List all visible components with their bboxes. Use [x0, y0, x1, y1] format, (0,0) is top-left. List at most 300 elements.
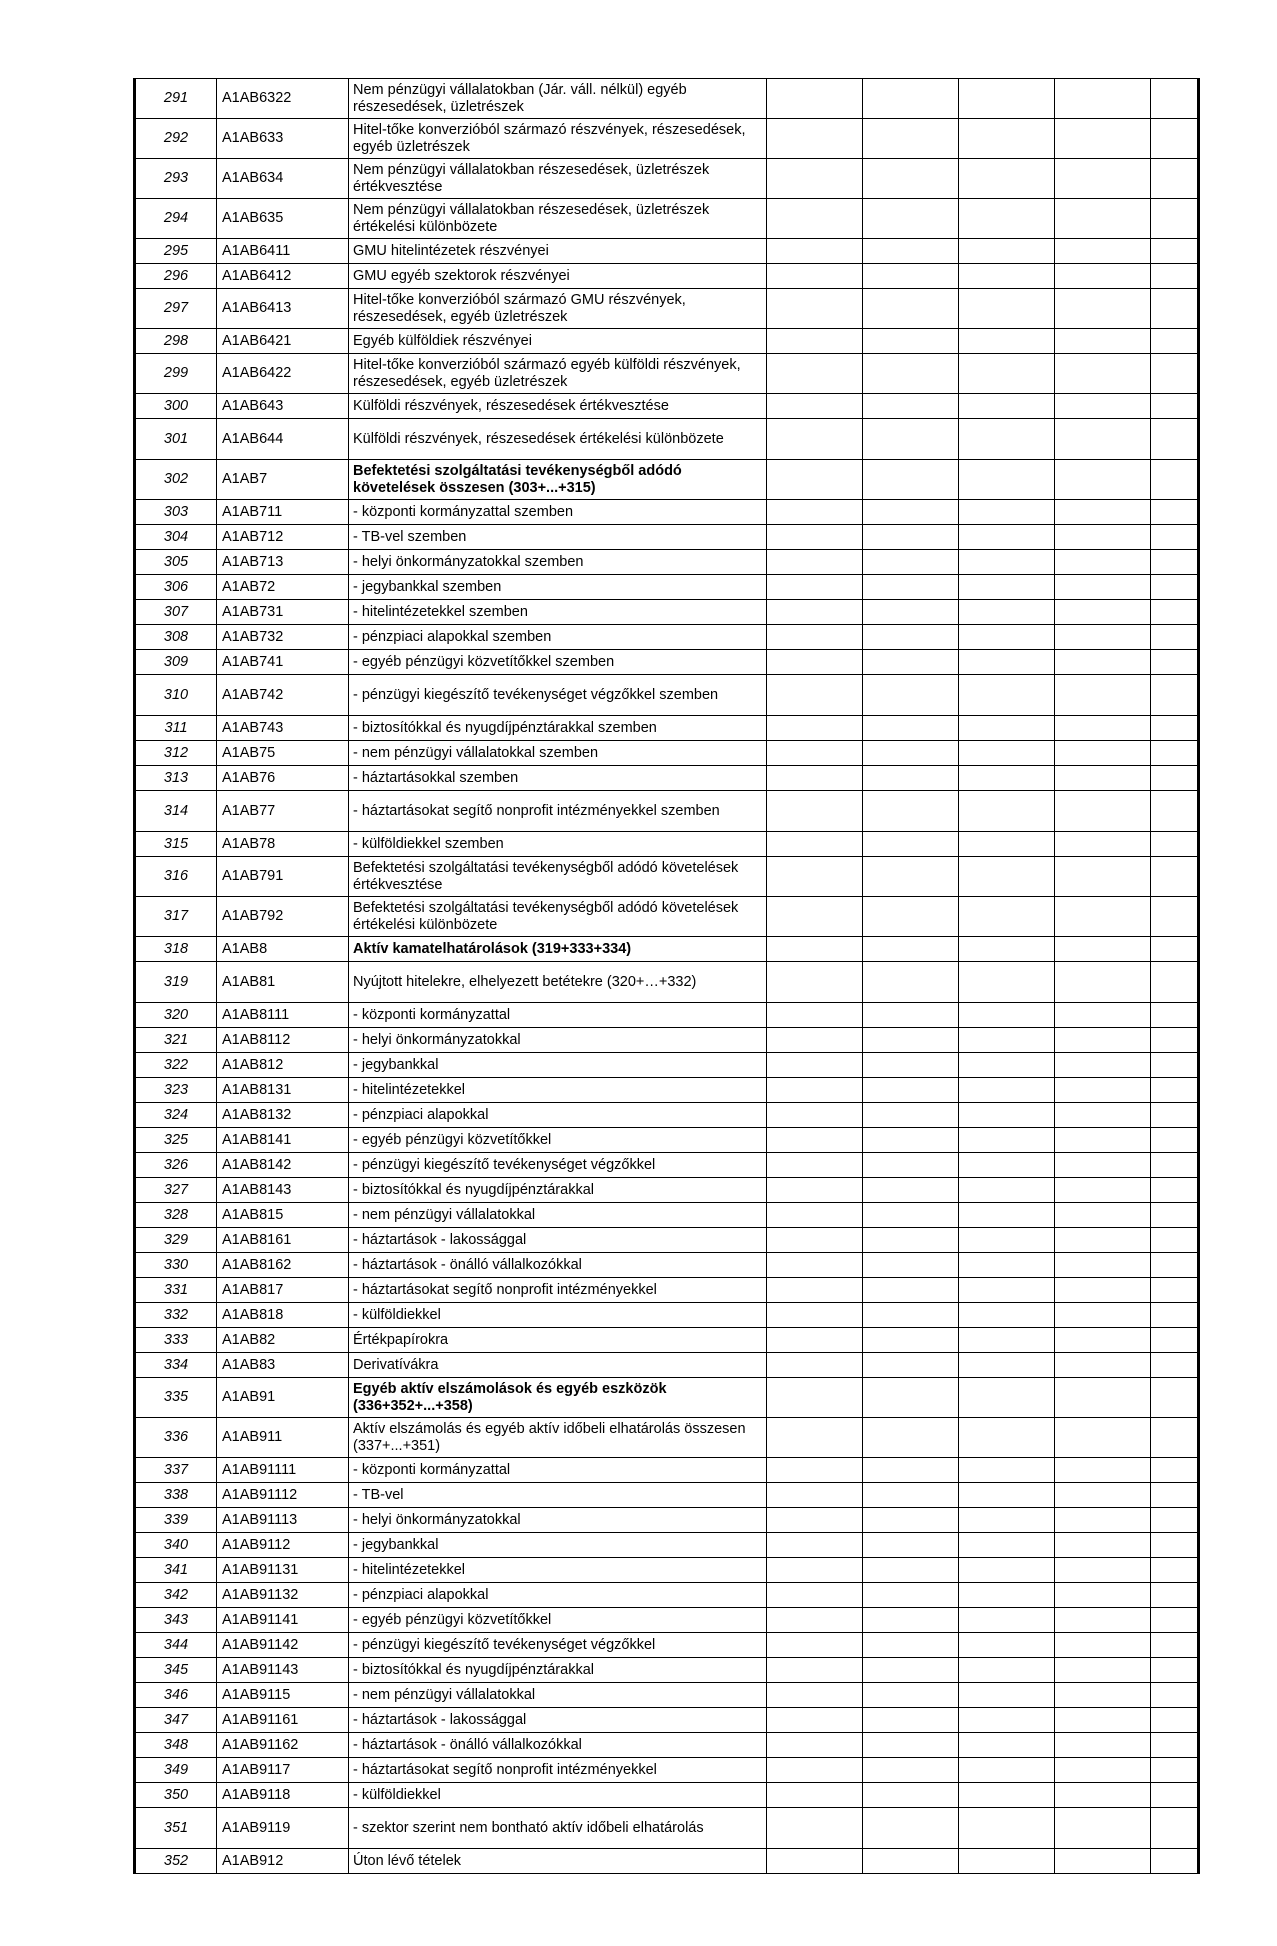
value-cell[interactable] [863, 1458, 959, 1483]
value-cell[interactable] [1151, 1583, 1199, 1608]
value-cell[interactable] [767, 394, 863, 419]
value-cell[interactable] [767, 832, 863, 857]
value-cell[interactable] [959, 1583, 1055, 1608]
value-cell[interactable] [863, 575, 959, 600]
value-cell[interactable] [1151, 1849, 1199, 1874]
value-cell[interactable] [863, 1378, 959, 1418]
value-cell[interactable] [1055, 1683, 1151, 1708]
value-cell[interactable] [1055, 329, 1151, 354]
value-cell[interactable] [1151, 264, 1199, 289]
value-cell[interactable] [959, 1103, 1055, 1128]
value-cell[interactable] [863, 1658, 959, 1683]
value-cell[interactable] [1055, 1128, 1151, 1153]
value-cell[interactable] [959, 159, 1055, 199]
value-cell[interactable] [1151, 1353, 1199, 1378]
value-cell[interactable] [1055, 119, 1151, 159]
value-cell[interactable] [1151, 937, 1199, 962]
value-cell[interactable] [1151, 239, 1199, 264]
value-cell[interactable] [1055, 716, 1151, 741]
value-cell[interactable] [1151, 550, 1199, 575]
value-cell[interactable] [1151, 1533, 1199, 1558]
value-cell[interactable] [959, 857, 1055, 897]
value-cell[interactable] [959, 1558, 1055, 1583]
value-cell[interactable] [863, 1533, 959, 1558]
value-cell[interactable] [767, 791, 863, 832]
value-cell[interactable] [863, 1633, 959, 1658]
value-cell[interactable] [767, 79, 863, 119]
value-cell[interactable] [1055, 1558, 1151, 1583]
value-cell[interactable] [863, 857, 959, 897]
value-cell[interactable] [1055, 791, 1151, 832]
value-cell[interactable] [1151, 525, 1199, 550]
value-cell[interactable] [1055, 550, 1151, 575]
value-cell[interactable] [767, 1228, 863, 1253]
value-cell[interactable] [1151, 675, 1199, 716]
value-cell[interactable] [767, 1508, 863, 1533]
value-cell[interactable] [1055, 1583, 1151, 1608]
value-cell[interactable] [959, 1003, 1055, 1028]
value-cell[interactable] [1055, 500, 1151, 525]
value-cell[interactable] [1055, 1808, 1151, 1849]
value-cell[interactable] [767, 716, 863, 741]
value-cell[interactable] [959, 1303, 1055, 1328]
value-cell[interactable] [959, 1253, 1055, 1278]
value-cell[interactable] [959, 897, 1055, 937]
value-cell[interactable] [959, 1658, 1055, 1683]
value-cell[interactable] [767, 1003, 863, 1028]
value-cell[interactable] [863, 1278, 959, 1303]
value-cell[interactable] [863, 600, 959, 625]
value-cell[interactable] [1151, 1053, 1199, 1078]
value-cell[interactable] [863, 962, 959, 1003]
value-cell[interactable] [959, 650, 1055, 675]
value-cell[interactable] [1055, 857, 1151, 897]
value-cell[interactable] [1151, 1278, 1199, 1303]
value-cell[interactable] [1151, 1128, 1199, 1153]
value-cell[interactable] [767, 500, 863, 525]
value-cell[interactable] [959, 600, 1055, 625]
value-cell[interactable] [1151, 289, 1199, 329]
value-cell[interactable] [863, 239, 959, 264]
value-cell[interactable] [863, 1253, 959, 1278]
value-cell[interactable] [767, 1353, 863, 1378]
value-cell[interactable] [959, 1153, 1055, 1178]
value-cell[interactable] [767, 1278, 863, 1303]
value-cell[interactable] [1151, 1508, 1199, 1533]
value-cell[interactable] [959, 1228, 1055, 1253]
value-cell[interactable] [1151, 857, 1199, 897]
value-cell[interactable] [767, 329, 863, 354]
value-cell[interactable] [863, 1178, 959, 1203]
value-cell[interactable] [863, 525, 959, 550]
value-cell[interactable] [959, 741, 1055, 766]
value-cell[interactable] [959, 1608, 1055, 1633]
value-cell[interactable] [767, 1053, 863, 1078]
value-cell[interactable] [863, 79, 959, 119]
value-cell[interactable] [959, 1418, 1055, 1458]
value-cell[interactable] [767, 1558, 863, 1583]
value-cell[interactable] [1055, 1633, 1151, 1658]
value-cell[interactable] [1151, 159, 1199, 199]
value-cell[interactable] [1151, 1558, 1199, 1583]
value-cell[interactable] [1151, 1733, 1199, 1758]
value-cell[interactable] [959, 716, 1055, 741]
value-cell[interactable] [959, 1708, 1055, 1733]
value-cell[interactable] [863, 1078, 959, 1103]
value-cell[interactable] [767, 1758, 863, 1783]
value-cell[interactable] [1055, 962, 1151, 1003]
value-cell[interactable] [1151, 1203, 1199, 1228]
value-cell[interactable] [959, 1808, 1055, 1849]
value-cell[interactable] [1055, 1533, 1151, 1558]
value-cell[interactable] [959, 1508, 1055, 1533]
value-cell[interactable] [1055, 1028, 1151, 1053]
value-cell[interactable] [767, 857, 863, 897]
value-cell[interactable] [1151, 1483, 1199, 1508]
value-cell[interactable] [959, 1028, 1055, 1053]
value-cell[interactable] [767, 650, 863, 675]
value-cell[interactable] [767, 1633, 863, 1658]
value-cell[interactable] [767, 159, 863, 199]
value-cell[interactable] [959, 525, 1055, 550]
value-cell[interactable] [1151, 1328, 1199, 1353]
value-cell[interactable] [959, 500, 1055, 525]
value-cell[interactable] [959, 289, 1055, 329]
value-cell[interactable] [1151, 1458, 1199, 1483]
value-cell[interactable] [959, 1683, 1055, 1708]
value-cell[interactable] [863, 1053, 959, 1078]
value-cell[interactable] [1151, 650, 1199, 675]
value-cell[interactable] [767, 575, 863, 600]
value-cell[interactable] [863, 675, 959, 716]
value-cell[interactable] [1151, 600, 1199, 625]
value-cell[interactable] [1055, 1508, 1151, 1533]
value-cell[interactable] [1055, 675, 1151, 716]
value-cell[interactable] [1055, 264, 1151, 289]
value-cell[interactable] [1151, 832, 1199, 857]
value-cell[interactable] [1055, 1758, 1151, 1783]
value-cell[interactable] [1055, 1733, 1151, 1758]
value-cell[interactable] [767, 1203, 863, 1228]
value-cell[interactable] [959, 1328, 1055, 1353]
value-cell[interactable] [1055, 289, 1151, 329]
value-cell[interactable] [1055, 1483, 1151, 1508]
value-cell[interactable] [1151, 791, 1199, 832]
value-cell[interactable] [1055, 650, 1151, 675]
value-cell[interactable] [1151, 329, 1199, 354]
value-cell[interactable] [767, 1418, 863, 1458]
value-cell[interactable] [767, 766, 863, 791]
value-cell[interactable] [1055, 239, 1151, 264]
value-cell[interactable] [1055, 937, 1151, 962]
value-cell[interactable] [959, 199, 1055, 239]
value-cell[interactable] [959, 575, 1055, 600]
value-cell[interactable] [1151, 1808, 1199, 1849]
value-cell[interactable] [1151, 500, 1199, 525]
value-cell[interactable] [863, 199, 959, 239]
value-cell[interactable] [767, 289, 863, 329]
value-cell[interactable] [1151, 1378, 1199, 1418]
value-cell[interactable] [1151, 1228, 1199, 1253]
value-cell[interactable] [767, 419, 863, 460]
value-cell[interactable] [1055, 419, 1151, 460]
value-cell[interactable] [863, 1583, 959, 1608]
value-cell[interactable] [863, 419, 959, 460]
value-cell[interactable] [863, 1028, 959, 1053]
value-cell[interactable] [863, 716, 959, 741]
value-cell[interactable] [959, 119, 1055, 159]
value-cell[interactable] [959, 419, 1055, 460]
value-cell[interactable] [1151, 766, 1199, 791]
value-cell[interactable] [767, 1658, 863, 1683]
value-cell[interactable] [863, 1418, 959, 1458]
value-cell[interactable] [863, 741, 959, 766]
value-cell[interactable] [1055, 1378, 1151, 1418]
value-cell[interactable] [863, 1128, 959, 1153]
value-cell[interactable] [1055, 625, 1151, 650]
value-cell[interactable] [959, 460, 1055, 500]
value-cell[interactable] [1055, 159, 1151, 199]
value-cell[interactable] [863, 1303, 959, 1328]
value-cell[interactable] [767, 625, 863, 650]
value-cell[interactable] [1055, 832, 1151, 857]
value-cell[interactable] [767, 962, 863, 1003]
value-cell[interactable] [1055, 1053, 1151, 1078]
value-cell[interactable] [1055, 1103, 1151, 1128]
value-cell[interactable] [863, 264, 959, 289]
value-cell[interactable] [767, 354, 863, 394]
value-cell[interactable] [959, 1378, 1055, 1418]
value-cell[interactable] [863, 650, 959, 675]
value-cell[interactable] [1055, 1303, 1151, 1328]
value-cell[interactable] [1055, 741, 1151, 766]
value-cell[interactable] [1151, 1028, 1199, 1053]
value-cell[interactable] [1151, 1078, 1199, 1103]
value-cell[interactable] [767, 600, 863, 625]
value-cell[interactable] [1055, 460, 1151, 500]
value-cell[interactable] [1055, 1003, 1151, 1028]
value-cell[interactable] [863, 460, 959, 500]
value-cell[interactable] [767, 897, 863, 937]
value-cell[interactable] [863, 1608, 959, 1633]
value-cell[interactable] [767, 1128, 863, 1153]
value-cell[interactable] [959, 239, 1055, 264]
value-cell[interactable] [959, 79, 1055, 119]
value-cell[interactable] [1151, 1003, 1199, 1028]
value-cell[interactable] [1055, 1418, 1151, 1458]
value-cell[interactable] [863, 1228, 959, 1253]
value-cell[interactable] [767, 1078, 863, 1103]
value-cell[interactable] [1055, 600, 1151, 625]
value-cell[interactable] [1151, 897, 1199, 937]
value-cell[interactable] [767, 550, 863, 575]
value-cell[interactable] [1151, 1303, 1199, 1328]
value-cell[interactable] [1055, 1203, 1151, 1228]
value-cell[interactable] [1055, 394, 1151, 419]
value-cell[interactable] [1055, 1153, 1151, 1178]
value-cell[interactable] [863, 394, 959, 419]
value-cell[interactable] [767, 1028, 863, 1053]
value-cell[interactable] [1151, 460, 1199, 500]
value-cell[interactable] [959, 625, 1055, 650]
value-cell[interactable] [767, 1708, 863, 1733]
value-cell[interactable] [863, 289, 959, 329]
value-cell[interactable] [863, 832, 959, 857]
value-cell[interactable] [1055, 1328, 1151, 1353]
value-cell[interactable] [767, 1303, 863, 1328]
value-cell[interactable] [1151, 1418, 1199, 1458]
value-cell[interactable] [1055, 1228, 1151, 1253]
value-cell[interactable] [1055, 766, 1151, 791]
value-cell[interactable] [767, 239, 863, 264]
value-cell[interactable] [1055, 575, 1151, 600]
value-cell[interactable] [767, 1849, 863, 1874]
value-cell[interactable] [959, 766, 1055, 791]
value-cell[interactable] [1151, 1658, 1199, 1683]
value-cell[interactable] [863, 1849, 959, 1874]
value-cell[interactable] [1055, 1458, 1151, 1483]
value-cell[interactable] [767, 1583, 863, 1608]
value-cell[interactable] [959, 791, 1055, 832]
value-cell[interactable] [1151, 1708, 1199, 1733]
value-cell[interactable] [1151, 1783, 1199, 1808]
value-cell[interactable] [767, 1153, 863, 1178]
value-cell[interactable] [959, 1483, 1055, 1508]
value-cell[interactable] [1151, 1608, 1199, 1633]
value-cell[interactable] [863, 159, 959, 199]
value-cell[interactable] [1055, 897, 1151, 937]
value-cell[interactable] [1151, 419, 1199, 460]
value-cell[interactable] [959, 1053, 1055, 1078]
value-cell[interactable] [959, 354, 1055, 394]
value-cell[interactable] [959, 675, 1055, 716]
value-cell[interactable] [863, 354, 959, 394]
value-cell[interactable] [767, 1683, 863, 1708]
value-cell[interactable] [767, 1483, 863, 1508]
value-cell[interactable] [863, 1683, 959, 1708]
value-cell[interactable] [959, 937, 1055, 962]
value-cell[interactable] [959, 1633, 1055, 1658]
value-cell[interactable] [767, 1103, 863, 1128]
value-cell[interactable] [959, 1533, 1055, 1558]
value-cell[interactable] [767, 675, 863, 716]
value-cell[interactable] [959, 1458, 1055, 1483]
value-cell[interactable] [863, 1103, 959, 1128]
value-cell[interactable] [767, 264, 863, 289]
value-cell[interactable] [959, 962, 1055, 1003]
value-cell[interactable] [1151, 79, 1199, 119]
value-cell[interactable] [1055, 1849, 1151, 1874]
value-cell[interactable] [863, 1203, 959, 1228]
value-cell[interactable] [863, 766, 959, 791]
value-cell[interactable] [1151, 716, 1199, 741]
value-cell[interactable] [863, 897, 959, 937]
value-cell[interactable] [1055, 525, 1151, 550]
value-cell[interactable] [863, 550, 959, 575]
value-cell[interactable] [1151, 1178, 1199, 1203]
value-cell[interactable] [1055, 1708, 1151, 1733]
value-cell[interactable] [1151, 199, 1199, 239]
value-cell[interactable] [1151, 575, 1199, 600]
value-cell[interactable] [863, 1483, 959, 1508]
value-cell[interactable] [767, 1328, 863, 1353]
value-cell[interactable] [959, 1128, 1055, 1153]
value-cell[interactable] [767, 1783, 863, 1808]
value-cell[interactable] [863, 791, 959, 832]
value-cell[interactable] [959, 1203, 1055, 1228]
value-cell[interactable] [1055, 1783, 1151, 1808]
value-cell[interactable] [767, 199, 863, 239]
value-cell[interactable] [863, 500, 959, 525]
value-cell[interactable] [863, 1003, 959, 1028]
value-cell[interactable] [863, 1508, 959, 1533]
value-cell[interactable] [959, 329, 1055, 354]
value-cell[interactable] [863, 1783, 959, 1808]
value-cell[interactable] [1151, 354, 1199, 394]
value-cell[interactable] [863, 937, 959, 962]
value-cell[interactable] [767, 741, 863, 766]
value-cell[interactable] [1151, 1758, 1199, 1783]
value-cell[interactable] [959, 1783, 1055, 1808]
value-cell[interactable] [1055, 1353, 1151, 1378]
value-cell[interactable] [767, 1378, 863, 1418]
value-cell[interactable] [767, 937, 863, 962]
value-cell[interactable] [959, 1178, 1055, 1203]
value-cell[interactable] [959, 394, 1055, 419]
value-cell[interactable] [767, 1178, 863, 1203]
value-cell[interactable] [767, 1458, 863, 1483]
value-cell[interactable] [1055, 1658, 1151, 1683]
value-cell[interactable] [959, 1849, 1055, 1874]
value-cell[interactable] [767, 460, 863, 500]
value-cell[interactable] [863, 1558, 959, 1583]
value-cell[interactable] [1151, 1633, 1199, 1658]
value-cell[interactable] [1151, 962, 1199, 1003]
value-cell[interactable] [1151, 625, 1199, 650]
value-cell[interactable] [1055, 199, 1151, 239]
value-cell[interactable] [767, 119, 863, 159]
value-cell[interactable] [1151, 394, 1199, 419]
value-cell[interactable] [959, 1353, 1055, 1378]
value-cell[interactable] [863, 1328, 959, 1353]
value-cell[interactable] [863, 119, 959, 159]
value-cell[interactable] [1151, 741, 1199, 766]
value-cell[interactable] [1055, 1078, 1151, 1103]
value-cell[interactable] [863, 1153, 959, 1178]
value-cell[interactable] [959, 832, 1055, 857]
value-cell[interactable] [959, 1078, 1055, 1103]
value-cell[interactable] [1055, 1608, 1151, 1633]
value-cell[interactable] [959, 1758, 1055, 1783]
value-cell[interactable] [1055, 1178, 1151, 1203]
value-cell[interactable] [863, 1808, 959, 1849]
value-cell[interactable] [767, 525, 863, 550]
value-cell[interactable] [959, 1278, 1055, 1303]
value-cell[interactable] [1055, 354, 1151, 394]
value-cell[interactable] [863, 1353, 959, 1378]
value-cell[interactable] [767, 1808, 863, 1849]
value-cell[interactable] [863, 625, 959, 650]
value-cell[interactable] [767, 1533, 863, 1558]
value-cell[interactable] [767, 1733, 863, 1758]
value-cell[interactable] [1055, 1253, 1151, 1278]
value-cell[interactable] [1151, 1253, 1199, 1278]
value-cell[interactable] [959, 550, 1055, 575]
value-cell[interactable] [1055, 79, 1151, 119]
value-cell[interactable] [1151, 1153, 1199, 1178]
value-cell[interactable] [1151, 1103, 1199, 1128]
value-cell[interactable] [1151, 119, 1199, 159]
